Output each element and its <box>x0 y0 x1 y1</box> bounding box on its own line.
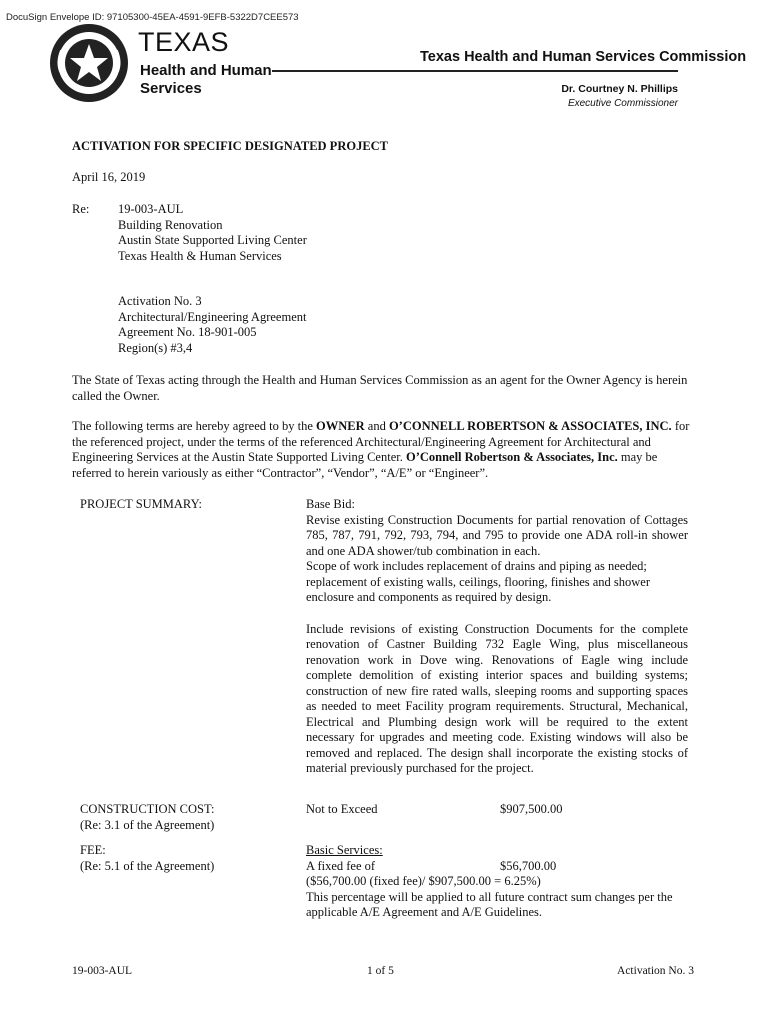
footer-activation: Activation No. 3 <box>617 965 694 977</box>
texas-seal-logo <box>48 22 130 104</box>
construction-cost-value <box>306 802 688 818</box>
activation-line: Agreement No. 18-901-005 <box>118 325 257 339</box>
document-date: April 16, 2019 <box>72 170 146 184</box>
logo-hhs-wordmark <box>140 62 280 98</box>
footer-project-id: 19-003-AUL <box>72 965 133 977</box>
terms-text: The following terms are hereby agreed to by the <box>72 419 317 433</box>
logo-sub1: Health and Human <box>140 62 272 79</box>
fee-note: This percentage will be applied to all future contract sum changes per the applicable A/E Agreement and A/E Guidelines. <box>306 889 673 919</box>
document-title: ACTIVATION FOR SPECIFIC DESIGNATED PROJECT <box>72 139 389 153</box>
terms-text: and <box>364 419 389 433</box>
fixed-fee-text: A fixed fee of <box>306 858 376 873</box>
re-label: Re: <box>72 202 90 216</box>
owner-term: OWNER <box>316 419 365 433</box>
docusign-envelope-id: DocuSign Envelope ID: 97105300-45EA-4591-9EFB-5322D7CEE573 <box>6 12 299 23</box>
commissioner-title: Executive Commissioner <box>567 98 678 109</box>
re-line: Austin State Supported Living Center <box>118 233 307 247</box>
activation-line: Activation No. 3 <box>118 294 202 308</box>
fee-label: FEE: <box>80 843 106 857</box>
commission-name: Texas Health and Human Services Commission <box>420 49 747 65</box>
construction-cost-label-block <box>80 802 214 833</box>
re-block <box>118 202 307 264</box>
footer-page-number: 1 of 5 <box>367 965 394 977</box>
basic-services-label: Basic Services: <box>306 843 383 857</box>
re-line: Building Renovation <box>118 217 223 232</box>
activation-line: Architectural/Engineering Agreement <box>118 309 307 324</box>
summary-text-2: Scope of work includes replacement of drains and piping as needed; replacement of existing walls, ceilings, flooring, finishes and shower enclosure and components as required by design. <box>306 559 651 604</box>
letterhead-rule <box>272 70 678 72</box>
terms-text: for the referenced project, under the terms of the referenced Architectural/Engineering Agreement for Architectural and Engineering Services at the Austin State Supported Living Center. <box>72 419 690 464</box>
construction-cost-ref: (Re: 3.1 of the Agreement) <box>80 817 215 832</box>
fixed-fee-line <box>306 859 688 875</box>
owner-paragraph: The State of Texas acting through the Health and Human Services Commission as an agent for the Owner Agency is herein called the Owner. <box>72 373 688 403</box>
project-summary-label: PROJECT SUMMARY: <box>80 497 202 511</box>
logo-texas-wordmark: TEXAS <box>138 27 230 57</box>
activation-block <box>118 294 306 356</box>
re-line: 19-003-AUL <box>118 202 184 216</box>
fee-calculation: ($56,700.00 (fixed fee)/ $907,500.00 = 6.25%) <box>306 874 541 888</box>
fee-label-block <box>80 843 214 874</box>
logo-sub2: Services <box>140 80 202 97</box>
not-to-exceed: Not to Exceed <box>306 802 378 816</box>
summary-text-3: Include revisions of existing Construction Documents for the complete renovation of Castner Building 732 Eagle Wing, plus miscellaneous renovation work in Dove wing. Renovations of Eagle wing include complete demolition of existing interior spaces and building systems; construction of new fire rated walls, sleeping rooms and supporting spaces as needed to meet Facility program requirements. Structural, Mechanical, Electrical and Plumbing design work will be required to the extent necessary for upgrades and meeting code. Existing windows will also be removed and replaced. The design shall incorporate the existing stocks of material previously purchased for the project. <box>306 621 688 775</box>
vendor-name: O’CONNELL ROBERTSON & ASSOCIATES, INC. <box>388 419 672 433</box>
construction-cost-amount: $907,500.00 <box>500 802 563 816</box>
terms-text: may be referred to herein variously as either “Contractor”, “Vendor”, “A/E” or “Engineer”. <box>72 450 658 480</box>
fixed-fee-amount: $56,700.00 <box>500 858 557 873</box>
commissioner-name: Dr. Courtney N. Phillips <box>561 83 678 95</box>
summary-text-1: Revise existing Construction Documents for partial renovation of Cottages 785, 787, 791, 792, 793, 794, and 795 to provide one ADA roll-in shower and one ADA shower/tub combination in each. <box>306 512 688 558</box>
activation-line: Region(s) #3,4 <box>118 340 193 355</box>
project-summary-section <box>306 497 688 777</box>
fee-section <box>306 843 688 921</box>
vendor-name-alt: O’Connell Robertson & Associates, Inc. <box>405 450 618 464</box>
terms-paragraph <box>72 419 690 481</box>
re-line: Texas Health & Human Services <box>118 248 282 263</box>
fee-ref: (Re: 5.1 of the Agreement) <box>80 858 215 873</box>
base-bid-label: Base Bid: <box>306 497 355 511</box>
construction-cost-label: CONSTRUCTION COST: <box>80 802 215 816</box>
